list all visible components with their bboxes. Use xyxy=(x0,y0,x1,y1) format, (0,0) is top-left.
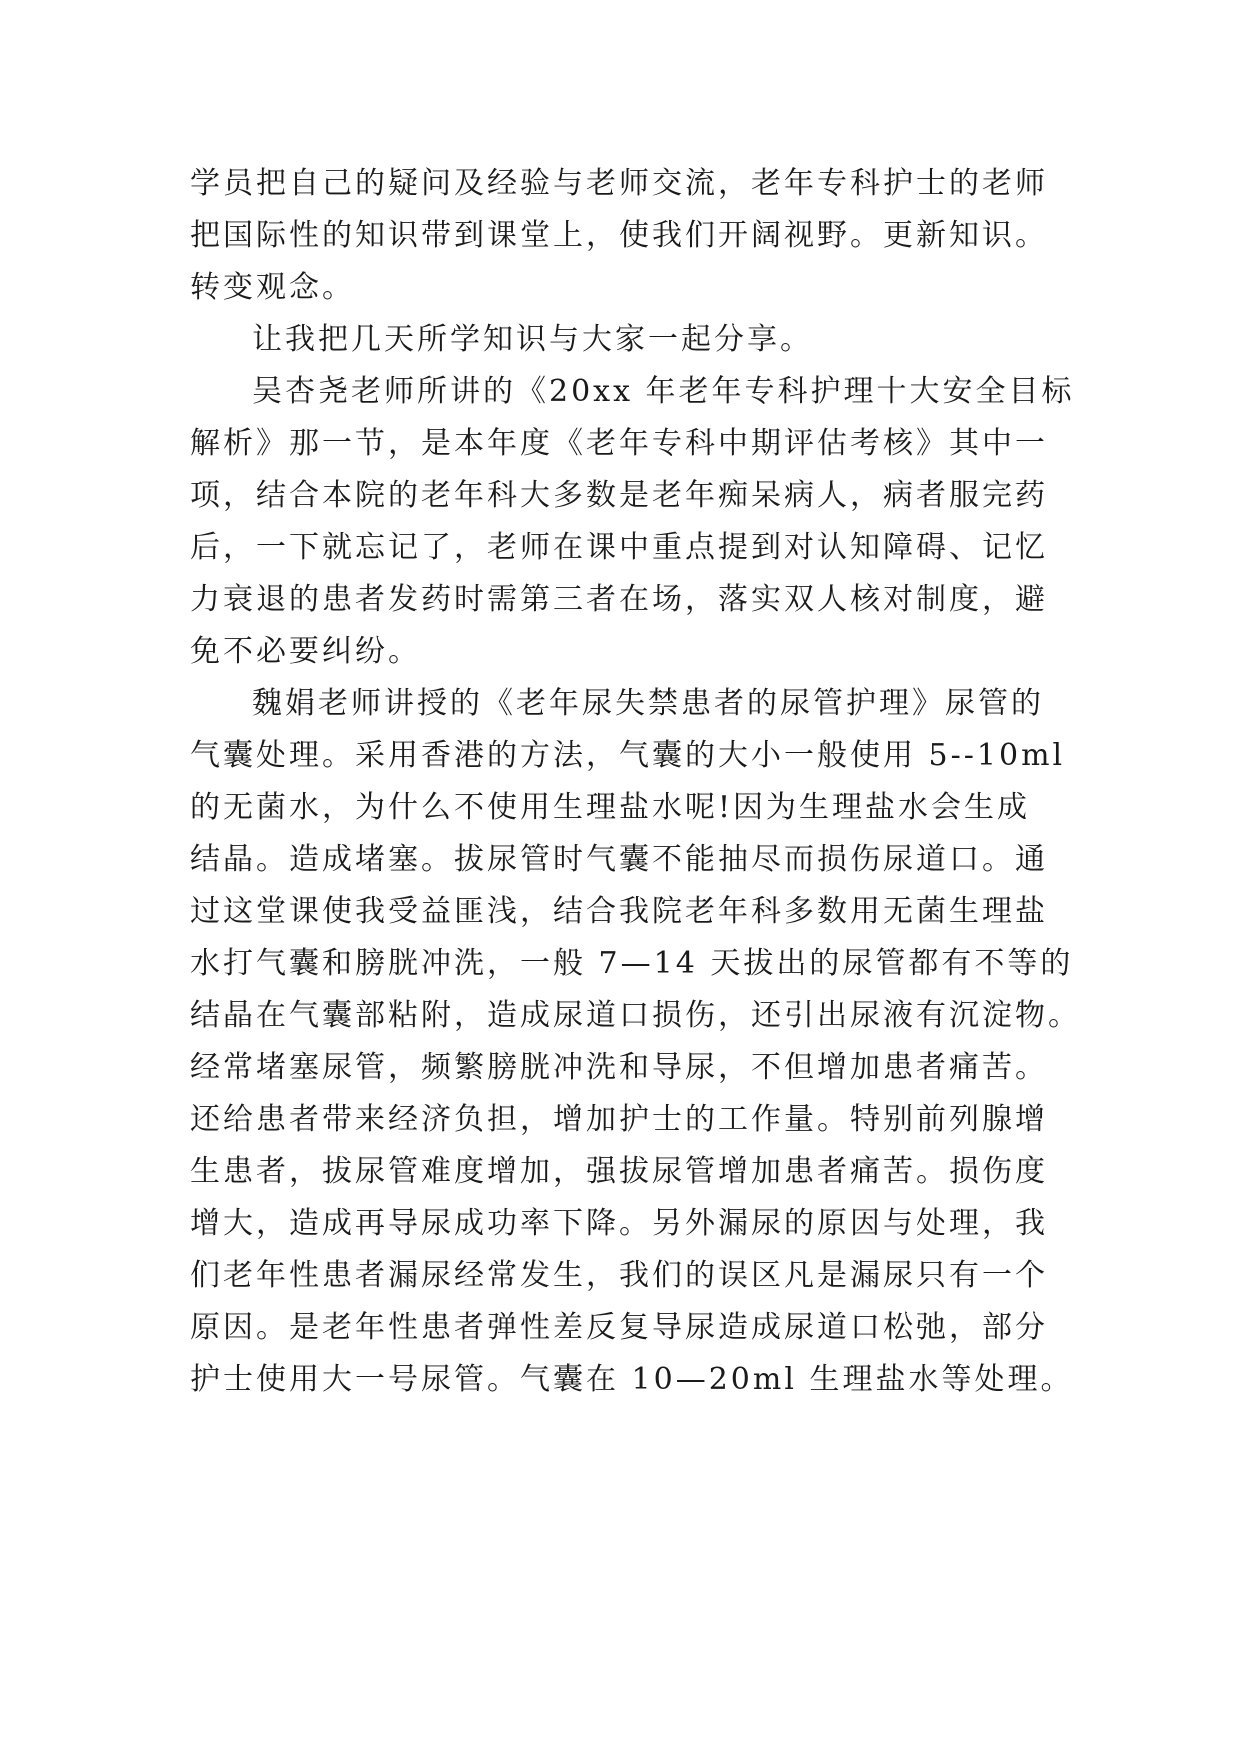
body-text xyxy=(190,158,1081,1406)
text-line: 生患者，拔尿管难度增加，强拔尿管增加患者痛苦。损伤度 xyxy=(190,1154,1048,1189)
text-line: 后，一下就忘记了，老师在课中重点提到对认知障碍、记忆 xyxy=(190,530,1048,565)
text-line: 还给患者带来经济负担，增加护士的工作量。特别前列腺增 xyxy=(190,1102,1048,1137)
text-line: 解析》那一节，是本年度《老年专科中期评估考核》其中一 xyxy=(190,426,1048,461)
text-line: 免不必要纠纷。 xyxy=(190,634,421,669)
text-line: 气囊处理。采用香港的方法，气囊的大小一般使用 5--10ml xyxy=(190,738,1066,773)
text-line: 的无菌水，为什么不使用生理盐水呢!因为生理盐水会生成 xyxy=(190,790,1031,825)
paragraph-first-line: 魏娟老师讲授的《老年尿失禁患者的尿管护理》尿管的 xyxy=(252,686,1044,721)
text-line: 转变观念。 xyxy=(190,270,355,305)
text-line: 把国际性的知识带到课堂上，使我们开阔视野。更新知识。 xyxy=(190,218,1048,253)
text-line: 护士使用大一号尿管。气囊在 10—20ml 生理盐水等处理。 xyxy=(190,1362,1074,1397)
text-line: 结晶在气囊部粘附，造成尿道口损伤，还引出尿液有沉淀物。 xyxy=(190,998,1081,1033)
text-line: 增大，造成再导尿成功率下降。另外漏尿的原因与处理，我 xyxy=(190,1206,1048,1241)
paragraph-first-line: 吴杏尧老师所讲的《20xx 年老年专科护理十大安全目标 xyxy=(252,374,1075,409)
text-line: 学员把自己的疑问及经验与老师交流，老年专科护士的老师 xyxy=(190,166,1048,201)
text-line: 结晶。造成堵塞。拔尿管时气囊不能抽尽而损伤尿道口。通 xyxy=(190,842,1048,877)
text-line: 经常堵塞尿管，频繁膀胱冲洗和导尿，不但增加患者痛苦。 xyxy=(190,1050,1048,1085)
text-line: 力衰退的患者发药时需第三者在场，落实双人核对制度，避 xyxy=(190,582,1048,617)
text-line: 们老年性患者漏尿经常发生，我们的误区凡是漏尿只有一个 xyxy=(190,1258,1048,1293)
text-line: 原因。是老年性患者弹性差反复导尿造成尿道口松弛，部分 xyxy=(190,1310,1048,1345)
text-line: 水打气囊和膀胱冲洗，一般 7—14 天拔出的尿管都有不等的 xyxy=(190,946,1074,981)
text-line: 过这堂课使我受益匪浅，结合我院老年科多数用无菌生理盐 xyxy=(190,894,1048,929)
text-line: 项，结合本院的老年科大多数是老年痴呆病人，病者服完药 xyxy=(190,478,1048,513)
paragraph-first-line: 让我把几天所学知识与大家一起分享。 xyxy=(252,322,813,357)
